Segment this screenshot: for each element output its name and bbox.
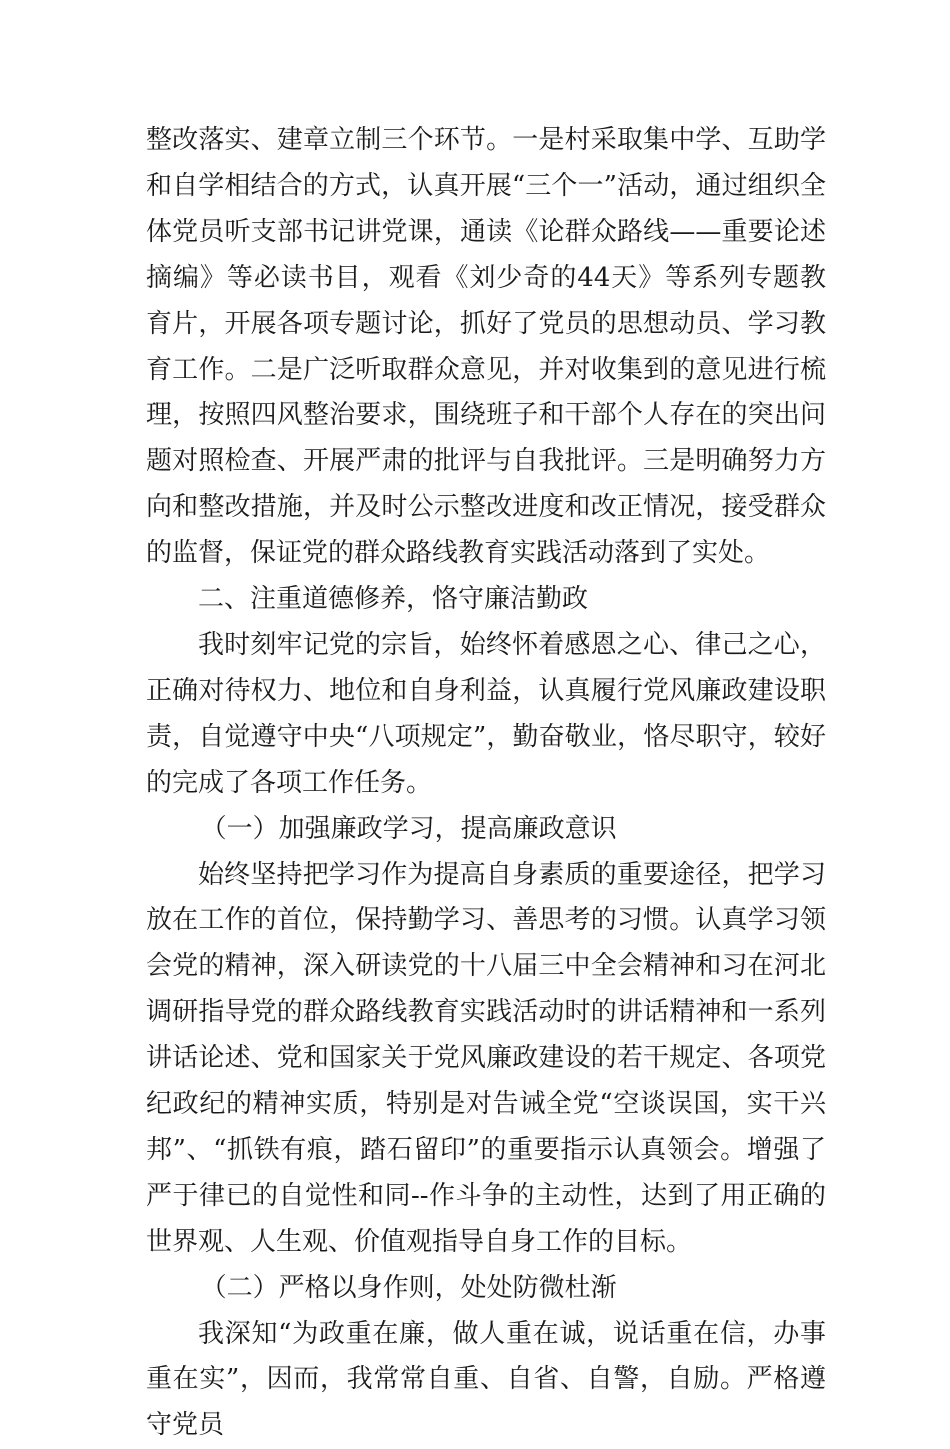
section-heading: 二、注重道德修养，恪守廉洁勤政: [198, 584, 589, 615]
sub-heading: （一）加强廉政学习，提高廉政意识: [200, 813, 617, 844]
paragraph-continuation: 整改落实、建章立制三个环节。一是村采取集中学、互助学和自学相结合的方式，认真开展“三个一”活动，通过组织全体党员听支部书记讲党课，通读《论群众路线——重要论述摘编》等必读书目，观看《刘少奇的44天》等系列专题教育片，开展各项专题讨论，抓好了党员的思想动员、学习教育工作。二是广泛听取群众意见，并对收集到的意见进行梳理，按照四风整治要求，围绕班子和干部个人存在的突出问题对照检查、开展严肃的批评与自我批评。三是明确努力方向和整改措施，并及时公示整改进度和改正情况，接受群众的监督，保证党的群众路线教育实践活动落到了实处。: [146, 125, 826, 569]
document-body: [146, 118, 826, 1449]
paragraph: 我时刻牢记党的宗旨，始终怀着感恩之心、律己之心，正确对待权力、地位和自身利益，认真履行党风廉政建设职责，自觉遵守中央“八项规定”，勤奋敬业，恪尽职守，较好的完成了各项工作任务。: [146, 629, 826, 798]
paragraph: 始终坚持把学习作为提高自身素质的重要途径，把学习放在工作的首位，保持勤学习、善思考的习惯。认真学习领会党的精神，深入研读党的十八届三中全会精神和习在河北调研指导党的群众路线教育实践活动时的讲话精神和一系列讲话论述、党和国家关于党风廉政建设的若干规定、各项党纪政纪的精神实质，特别是对告诫全党“空谈误国，实干兴邦”、“抓铁有痕，踏石留印”的重要指示认真领会。增强了严于律已的自觉性和同--作斗争的主动性，达到了用正确的世界观、人生观、价值观指导自身工作的目标。: [146, 859, 826, 1257]
paragraph: 我深知“为政重在廉，做人重在诚，说话重在信，办事重在实”，因而，我常常自重、自省、自警，自励。严格遵守党员: [146, 1318, 826, 1441]
sub-heading: （二）严格以身作则，处处防微杜渐: [200, 1272, 617, 1303]
